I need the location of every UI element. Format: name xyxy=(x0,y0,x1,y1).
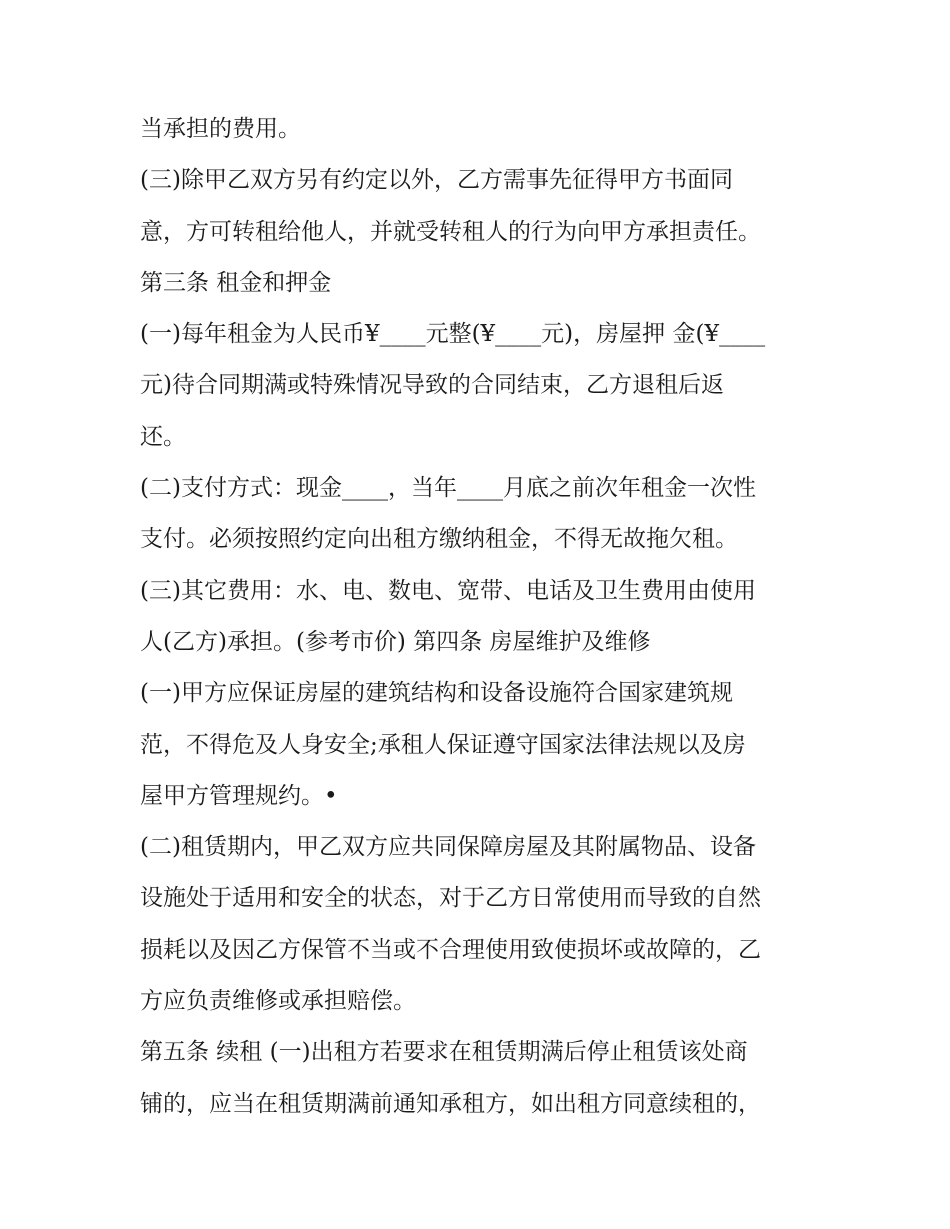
text-line: 当承担的费用。 xyxy=(140,116,301,142)
text-line: 范，不得危及人身安全;承租人保证遵守国家法律法规以及房 xyxy=(140,731,746,758)
text-line: 人(乙方)承担。(参考市价) 第四条 房屋维护及维修 xyxy=(140,628,651,655)
text-line: 铺的，应当在租赁期满前通知承租方，如出租方同意续租的， xyxy=(140,1090,761,1117)
section-heading-5: 第五条 续租 (一)出租方若要求在租赁期满后停止租赁该处商 xyxy=(140,1039,748,1066)
text-line: 方应负责维修或承担赔偿。 xyxy=(140,988,416,1015)
text-line: (一)甲方应保证房屋的建筑结构和设备设施符合国家建筑规 xyxy=(140,680,733,707)
text-line: (三)除甲乙双方另有约定以外，乙方需事先征得甲方书面同 xyxy=(140,167,733,194)
text-line: 损耗以及因乙方保管不当或不合理使用致使损坏或故障的，乙 xyxy=(140,936,761,963)
text-line: 元)待合同期满或特殊情况导致的合同结束，乙方退租后返 xyxy=(140,372,724,399)
text-line: 支付。必须按照约定向出租方缴纳租金，不得无故拖欠租。 xyxy=(140,526,738,553)
text-line: (三)其它费用：水、电、数电、宽带、电话及卫生费用由使用 xyxy=(140,577,756,604)
text-line: (二)支付方式：现金____，当年____月底之前次年租金一次性 xyxy=(140,475,756,502)
text-line: 还。 xyxy=(140,423,186,450)
text-line: 屋甲方管理规约。• xyxy=(140,782,338,809)
text-line: 意，方可转租给他人，并就受转租人的行为向甲方承担责任。 xyxy=(140,218,761,245)
contract-text xyxy=(140,104,820,1130)
text-line: (二)租赁期内，甲乙双方应共同保障房屋及其附属物品、设备 xyxy=(140,834,756,861)
text-line: (一)每年租金为人民币¥____元整(¥____元)，房屋押 金(¥____ xyxy=(140,321,766,348)
text-line: 设施处于适用和安全的状态，对于乙方日常使用而导致的自然 xyxy=(140,885,761,912)
section-heading-3: 第三条 租金和押金 xyxy=(140,269,332,296)
